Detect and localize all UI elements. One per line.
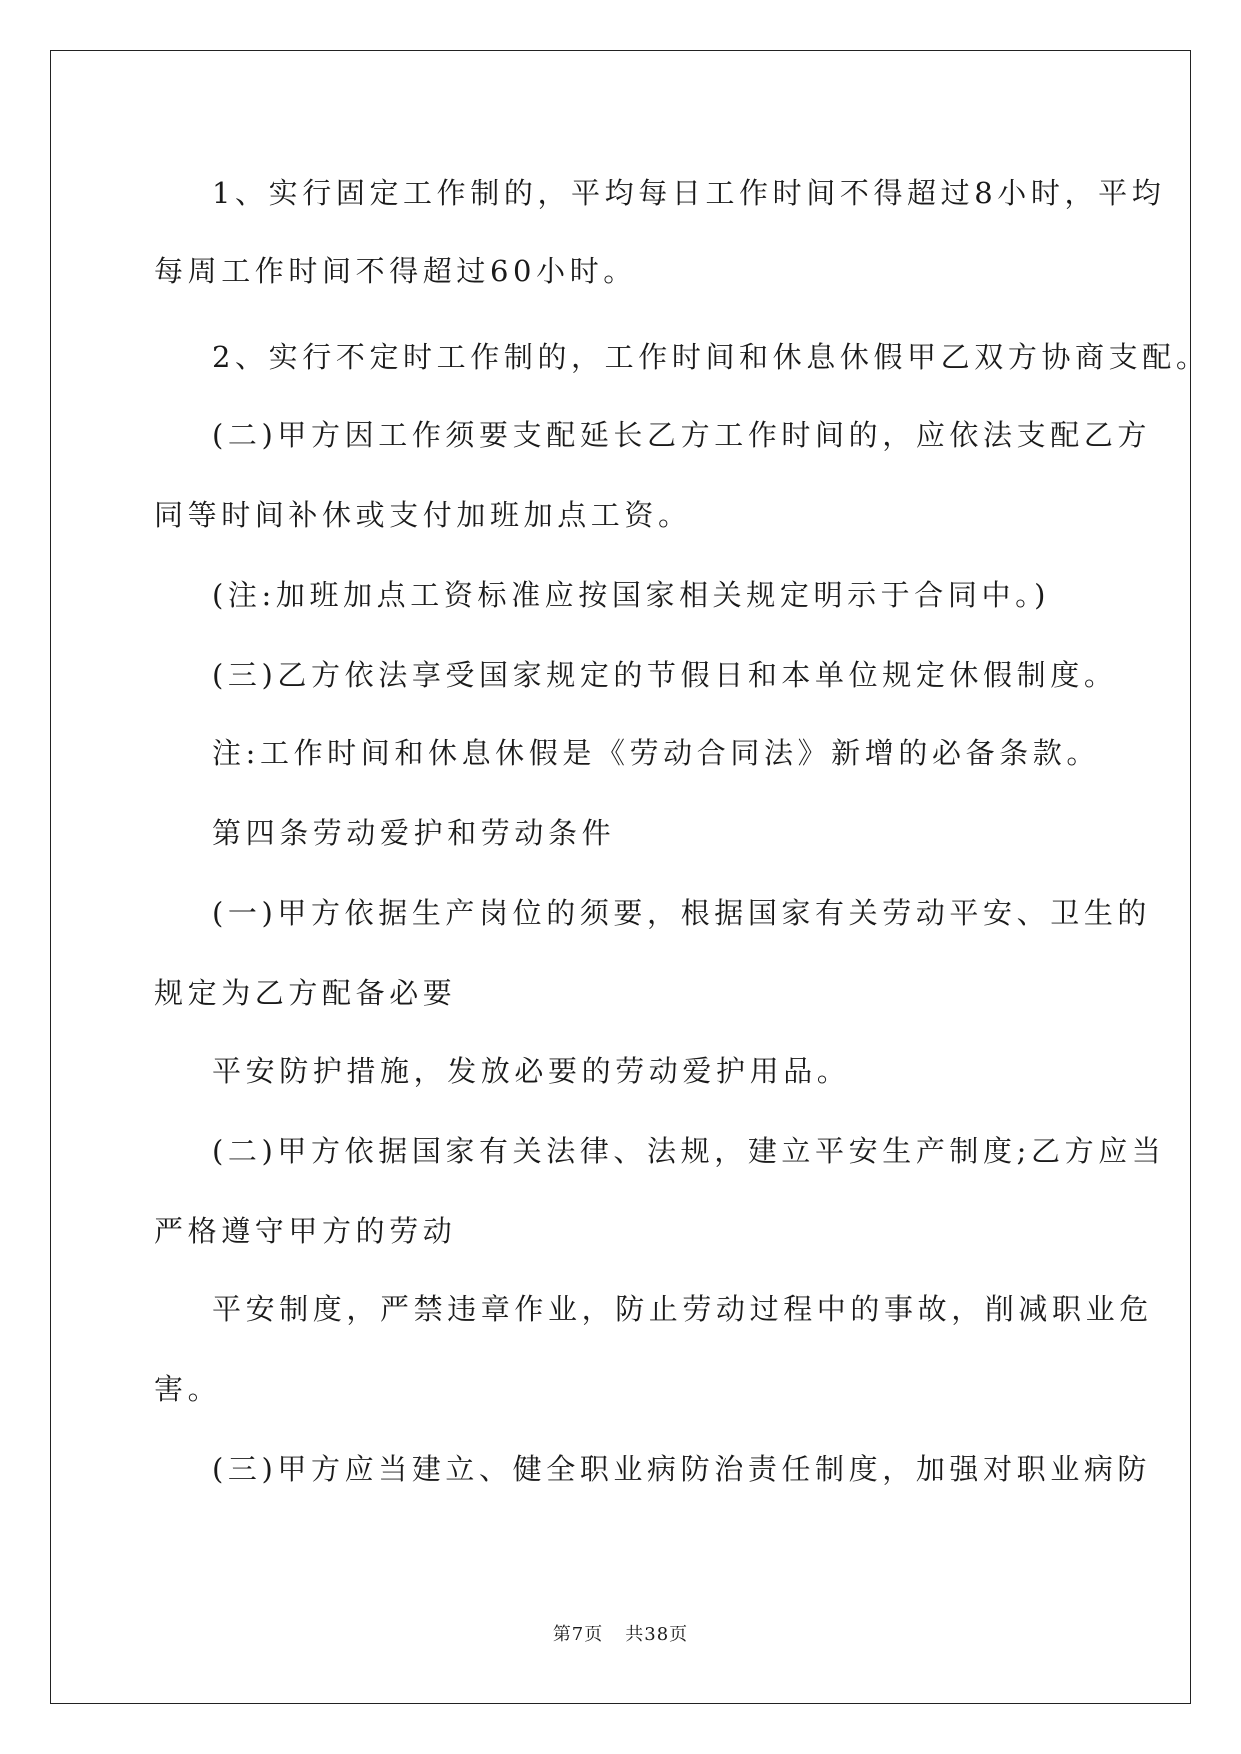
paragraph-line: (二)甲方依据国家有关法律、法规，建立平安生产制度;乙方应当 <box>212 1134 1166 1168</box>
paragraph-line: 同等时间补休或支付加班加点工资。 <box>154 498 692 532</box>
paragraph-line: 害。 <box>154 1372 222 1406</box>
paragraph-line: 1、实行固定工作制的，平均每日工作时间不得超过8小时，平均 <box>212 176 1166 210</box>
page-total: 共38页 <box>625 1624 689 1645</box>
paragraph-line: (三)甲方应当建立、健全职业病防治责任制度，加强对职业病防 <box>212 1452 1152 1486</box>
paragraph-line: 平安制度，严禁违章作业，防止劳动过程中的事故，削减职业危 <box>212 1292 1153 1326</box>
section-heading: 第四条劳动爱护和劳动条件 <box>212 816 616 850</box>
paragraph-line: (二)甲方因工作须要支配延长乙方工作时间的，应依法支配乙方 <box>212 418 1152 452</box>
paragraph-line: (三)乙方依法享受国家规定的节假日和本单位规定休假制度。 <box>212 658 1118 692</box>
paragraph-line: 平安防护措施，发放必要的劳动爱护用品。 <box>212 1054 851 1088</box>
paragraph-line: 注:工作时间和休息休假是《劳动合同法》新增的必备条款。 <box>212 736 1100 770</box>
page-number: 第7页 <box>552 1624 604 1645</box>
paragraph-line: (注:加班加点工资标准应按国家相关规定明示于合同中。) <box>212 578 1051 612</box>
paragraph-line: (一)甲方依据生产岗位的须要，根据国家有关劳动平安、卫生的 <box>212 896 1152 930</box>
paragraph-line: 严格遵守甲方的劳动 <box>154 1214 457 1248</box>
paragraph-line: 规定为乙方配备必要 <box>154 976 457 1010</box>
paragraph-line: 每周工作时间不得超过60小时。 <box>154 254 637 288</box>
page-footer <box>0 1620 1241 1646</box>
paragraph-line: 2、实行不定时工作制的，工作时间和休息休假甲乙双方协商支配。 <box>212 340 1210 374</box>
